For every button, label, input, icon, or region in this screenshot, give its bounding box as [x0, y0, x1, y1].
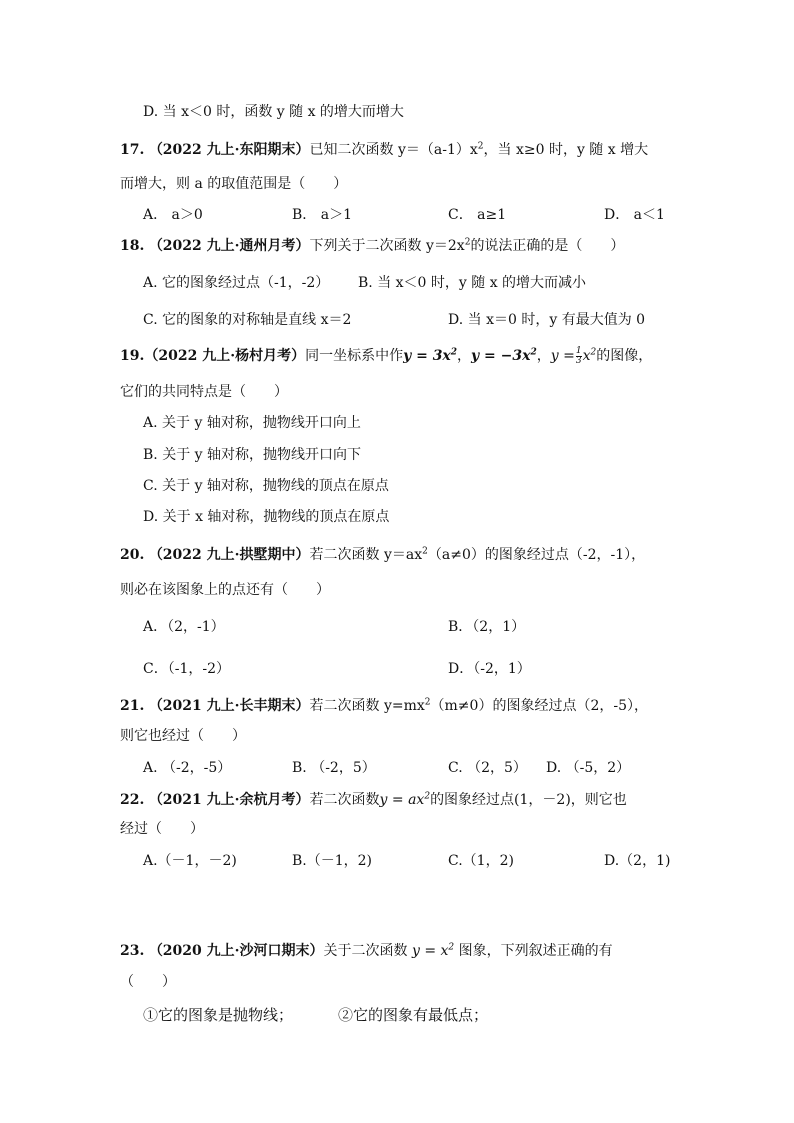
q22-stem-line2: 经过（ ）: [120, 821, 204, 837]
q22-stem-a: 若二次函数: [309, 792, 380, 808]
q19-option-a[interactable]: A. 关于 y 轴对称，抛物线开口向上: [143, 415, 361, 431]
q17-number: 17.: [120, 142, 145, 158]
q22-option-d[interactable]: D.（2，1): [604, 853, 671, 869]
q22-stem-line1: [120, 790, 627, 810]
q17-option-b[interactable]: B． a＞1: [292, 207, 352, 223]
q21-stem-line2: 则它也经过（ ）: [120, 728, 246, 744]
q21-stem-a: 若二次函数 y=mx: [309, 698, 425, 714]
q19-number: 19.: [120, 348, 145, 364]
q20-option-c[interactable]: C．（-1，-2）: [143, 661, 230, 677]
q23-item-2: ②它的图象有最低点；: [338, 1006, 489, 1024]
q19-formula-3: y = $\frac{1}{3}$ $x^2$: [550, 345, 597, 366]
q17-source: （2022 九上·东阳期末）: [148, 142, 310, 158]
q19-formula-2: $y = -3x^2$: [471, 347, 537, 364]
q23-stem-a: 关于二次函数: [323, 943, 408, 959]
q20-option-a[interactable]: A．（2，-1）: [143, 619, 225, 635]
q18-number: 18.: [120, 238, 145, 254]
q17-stem-line2: 而增大，则 a 的取值范围是（ ）: [120, 176, 348, 192]
q22-option-a[interactable]: A.（－1，－2): [143, 853, 237, 869]
q20-sup: 2: [422, 546, 428, 557]
q23-stem-b: 图象，下列叙述正确的有: [458, 943, 613, 959]
q21-stem-b: （m≠0）的图象经过点（2，-5），: [430, 698, 648, 714]
q21-option-b[interactable]: B. （-2，5）: [292, 760, 376, 776]
q23-stem-line2: （ ）: [120, 974, 176, 990]
q18-sup: 2: [464, 237, 471, 248]
q23-source: （2020 九上·沙河口期末）: [148, 943, 324, 959]
q17-option-c[interactable]: C． a≥1: [448, 207, 507, 223]
q21-option-c[interactable]: C. （2，5）: [448, 760, 527, 776]
q20-option-d[interactable]: D．（-2，1）: [448, 661, 531, 677]
q22-option-c[interactable]: C.（1，2): [448, 853, 514, 869]
q20-option-b[interactable]: B．（2，1）: [448, 619, 526, 635]
q19-option-d[interactable]: D. 关于 x 轴对称，抛物线的顶点在原点: [143, 509, 390, 525]
q23-item-1: ①它的图象是抛物线；: [143, 1006, 294, 1024]
q18-source: （2022 九上·通州月考）: [148, 238, 310, 254]
q21-option-d[interactable]: D. （-5，2）: [546, 760, 631, 776]
q22-source: （2021 九上·余杭月考）: [148, 792, 310, 808]
q17-stem-line1: [120, 140, 648, 160]
q20-stem-line1: [120, 545, 645, 565]
q19-formula-1: $y = 3x^2$: [403, 347, 458, 364]
q19-stem-a: 同一坐标系中作: [305, 348, 404, 364]
q21-number: 21.: [120, 698, 145, 714]
q17-stem-a: 已知二次函数 y＝（a-1）x: [309, 142, 478, 158]
q18-option-d[interactable]: D. 当 x＝0 时，y 有最大值为 0: [448, 312, 646, 328]
q23-formula: $y = x^2$: [411, 942, 455, 959]
q18-option-a[interactable]: A. 它的图象经过点（-1，-2）: [143, 275, 330, 291]
q19-stem-line1: 19.（2022 九上·杨村月考）同一坐标系中作$y = 3x^2$，$y = -3x^2$，y = $\frac{1}{3}$ $x^2$的图像，: [120, 345, 653, 366]
q18-option-b[interactable]: B. 当 x＜0 时，y 随 x 的增大而减小: [358, 275, 587, 291]
q19-option-b[interactable]: B. 关于 y 轴对称，抛物线开口向下: [143, 447, 361, 463]
q21-sup: 2: [424, 697, 431, 708]
q22-option-b[interactable]: B.（－1，2): [292, 853, 373, 869]
q21-source: （2021 九上·长丰期末）: [148, 698, 310, 714]
q19-fraction: $\frac{1}{3}$: [575, 345, 582, 366]
q20-stem-b: （a≠0）的图象经过点（-2，-1），: [427, 547, 646, 563]
q17-sup: 2: [477, 141, 484, 152]
q19-stem-b: 的图像，: [596, 348, 653, 364]
q16-option-d: D. 当 x＜0 时，函数 y 随 x 的增大而增大: [143, 104, 404, 120]
q20-stem-a: 若二次函数 y＝ax: [309, 547, 423, 563]
q21-stem-line1: [120, 696, 648, 716]
q21-option-a[interactable]: A. （-2，-5）: [143, 760, 232, 776]
q23-number: 23.: [120, 943, 145, 959]
q19-option-c[interactable]: C. 关于 y 轴对称，抛物线的顶点在原点: [143, 478, 389, 494]
q18-stem-a: 下列关于二次函数 y＝2x: [309, 238, 465, 254]
q17-option-a[interactable]: A． a＞0: [143, 207, 203, 223]
q19-source: （2022 九上·杨村月考）: [144, 348, 306, 364]
q17-stem-b: ，当 x≥0 时，y 随 x 增大: [483, 142, 649, 158]
q20-stem-line2: 则必在该图象上的点还有（ ）: [120, 582, 330, 598]
q18-option-c[interactable]: C. 它的图象的对称轴是直线 x＝2: [143, 312, 352, 328]
q22-stem-b: 的图象经过点(1，－2)，则它也: [430, 792, 627, 808]
q23-stem-line1: [120, 941, 613, 961]
q22-formula: $y = ax^2$: [379, 791, 431, 808]
q18-stem-b: 的说法正确的是（ ）: [470, 238, 625, 254]
q19-stem-line2: 它们的共同特点是（ ）: [120, 384, 288, 400]
q20-source: （2022 九上·拱墅期中）: [148, 547, 310, 563]
q20-number: 20.: [120, 547, 145, 563]
q17-option-d[interactable]: D． a＜1: [604, 207, 665, 223]
q18-stem: [120, 236, 624, 256]
q22-number: 22.: [120, 792, 145, 808]
